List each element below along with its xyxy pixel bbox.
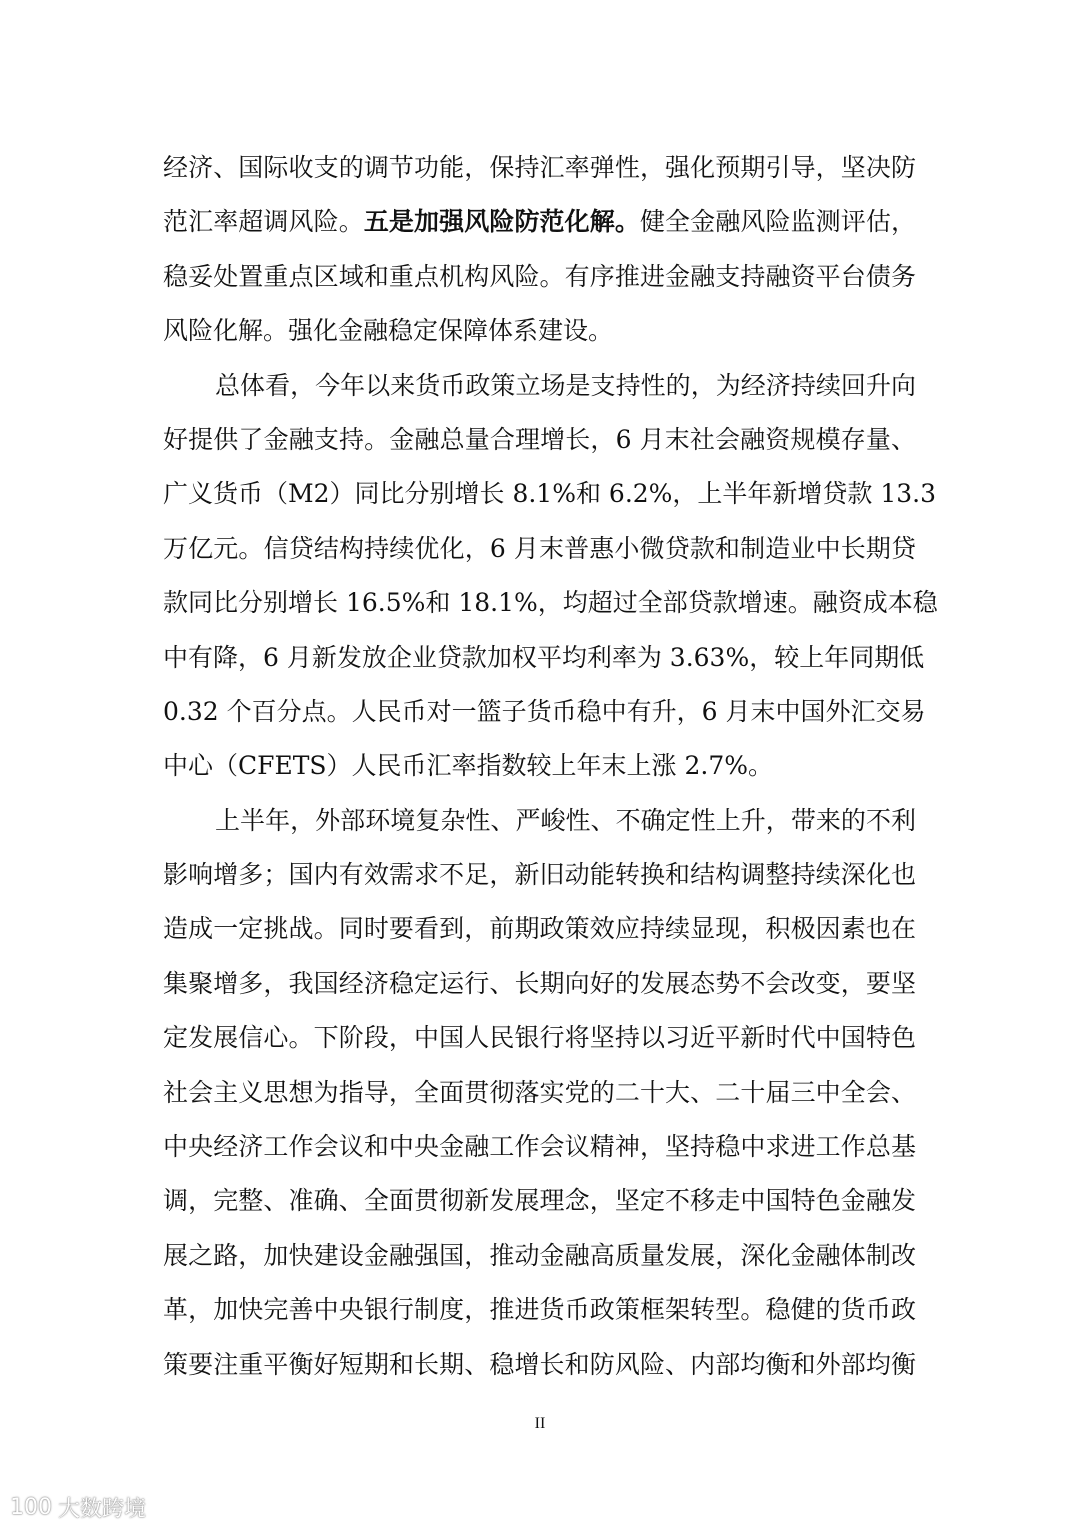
watermark-logo-icon: 100 [10,1495,52,1520]
text-line: 影响增多；国内有效需求不足，新旧动能转换和结构调整持续深化也 [163,860,916,890]
watermark [10,1492,146,1523]
text-line: 风险化解。强化金融稳定保障体系建设。 [163,316,614,346]
text-line: 总体看，今年以来货币政策立场是支持性的，为经济持续回升向 [215,370,916,400]
text-line: 0.32 个百分点。人民币对一篮子货币稳中有升，6 月末中国外汇交易 [163,696,926,726]
text-line: 广义货币（M2）同比分别增长 8.1%和 6.2%，上半年新增贷款 13.3 [163,479,937,509]
text-line: 万亿元。信贷结构持续优化，6 月末普惠小微贷款和制造业中长期贷 [163,533,916,563]
watermark-text: 大数跨境 [58,1497,147,1522]
text-line: 定发展信心。下阶段，中国人民银行将坚持以习近平新时代中国特色 [163,1023,916,1053]
text-line: 集聚增多，我国经济稳定运行、长期向好的发展态势不会改变，要坚 [163,968,916,998]
text-line: 社会主义思想为指导，全面贯彻落实党的二十大、二十届三中全会、 [163,1077,916,1107]
text-line: 款同比分别增长 16.5%和 18.1%，均超过全部贷款增速。融资成本稳 [163,588,938,618]
text-line: 中心（CFETS）人民币汇率指数较上年末上涨 2.7%。 [163,751,773,781]
text-line: 策要注重平衡好短期和长期、稳增长和防风险、内部均衡和外部均衡 [163,1349,916,1379]
text-line: 稳妥处置重点区域和重点机构风险。有序推进金融支持融资平台债务 [163,261,916,291]
text-line: 好提供了金融支持。金融总量合理增长，6 月末社会融资规模存量、 [163,424,916,454]
text-line: 展之路，加快建设金融强国，推动金融高质量发展，深化金融体制改 [163,1240,916,1270]
text-span: 健全金融风险监测评估， [639,207,916,237]
page-number: II [534,1415,546,1432]
text-line: 革，加快完善中央银行制度，推进货币政策框架转型。稳健的货币政 [163,1295,916,1325]
text-line: 经济、国际收支的调节功能，保持汇率弹性，强化预期引导，坚决防 [163,153,916,182]
document-body [163,141,938,1392]
text-line [163,195,916,249]
bold-heading: 五是加强风险防范化解。 [363,207,640,237]
text-line: 调，完整、准确、全面贯彻新发展理念，坚定不移走中国特色金融发 [163,1186,916,1216]
text-line: 上半年，外部环境复杂性、严峻性、不确定性上升，带来的不利 [215,805,916,835]
text-line: 造成一定挑战。同时要看到，前期政策效应持续显现，积极因素也在 [163,914,916,944]
text-line: 中央经济工作会议和中央金融工作会议精神，坚持稳中求进工作总基 [163,1132,916,1162]
text-span: 范汇率超调风险。 [163,207,364,237]
text-line: 中有降，6 月新发放企业贷款加权平均利率为 3.63%，较上年同期低 [163,642,925,672]
